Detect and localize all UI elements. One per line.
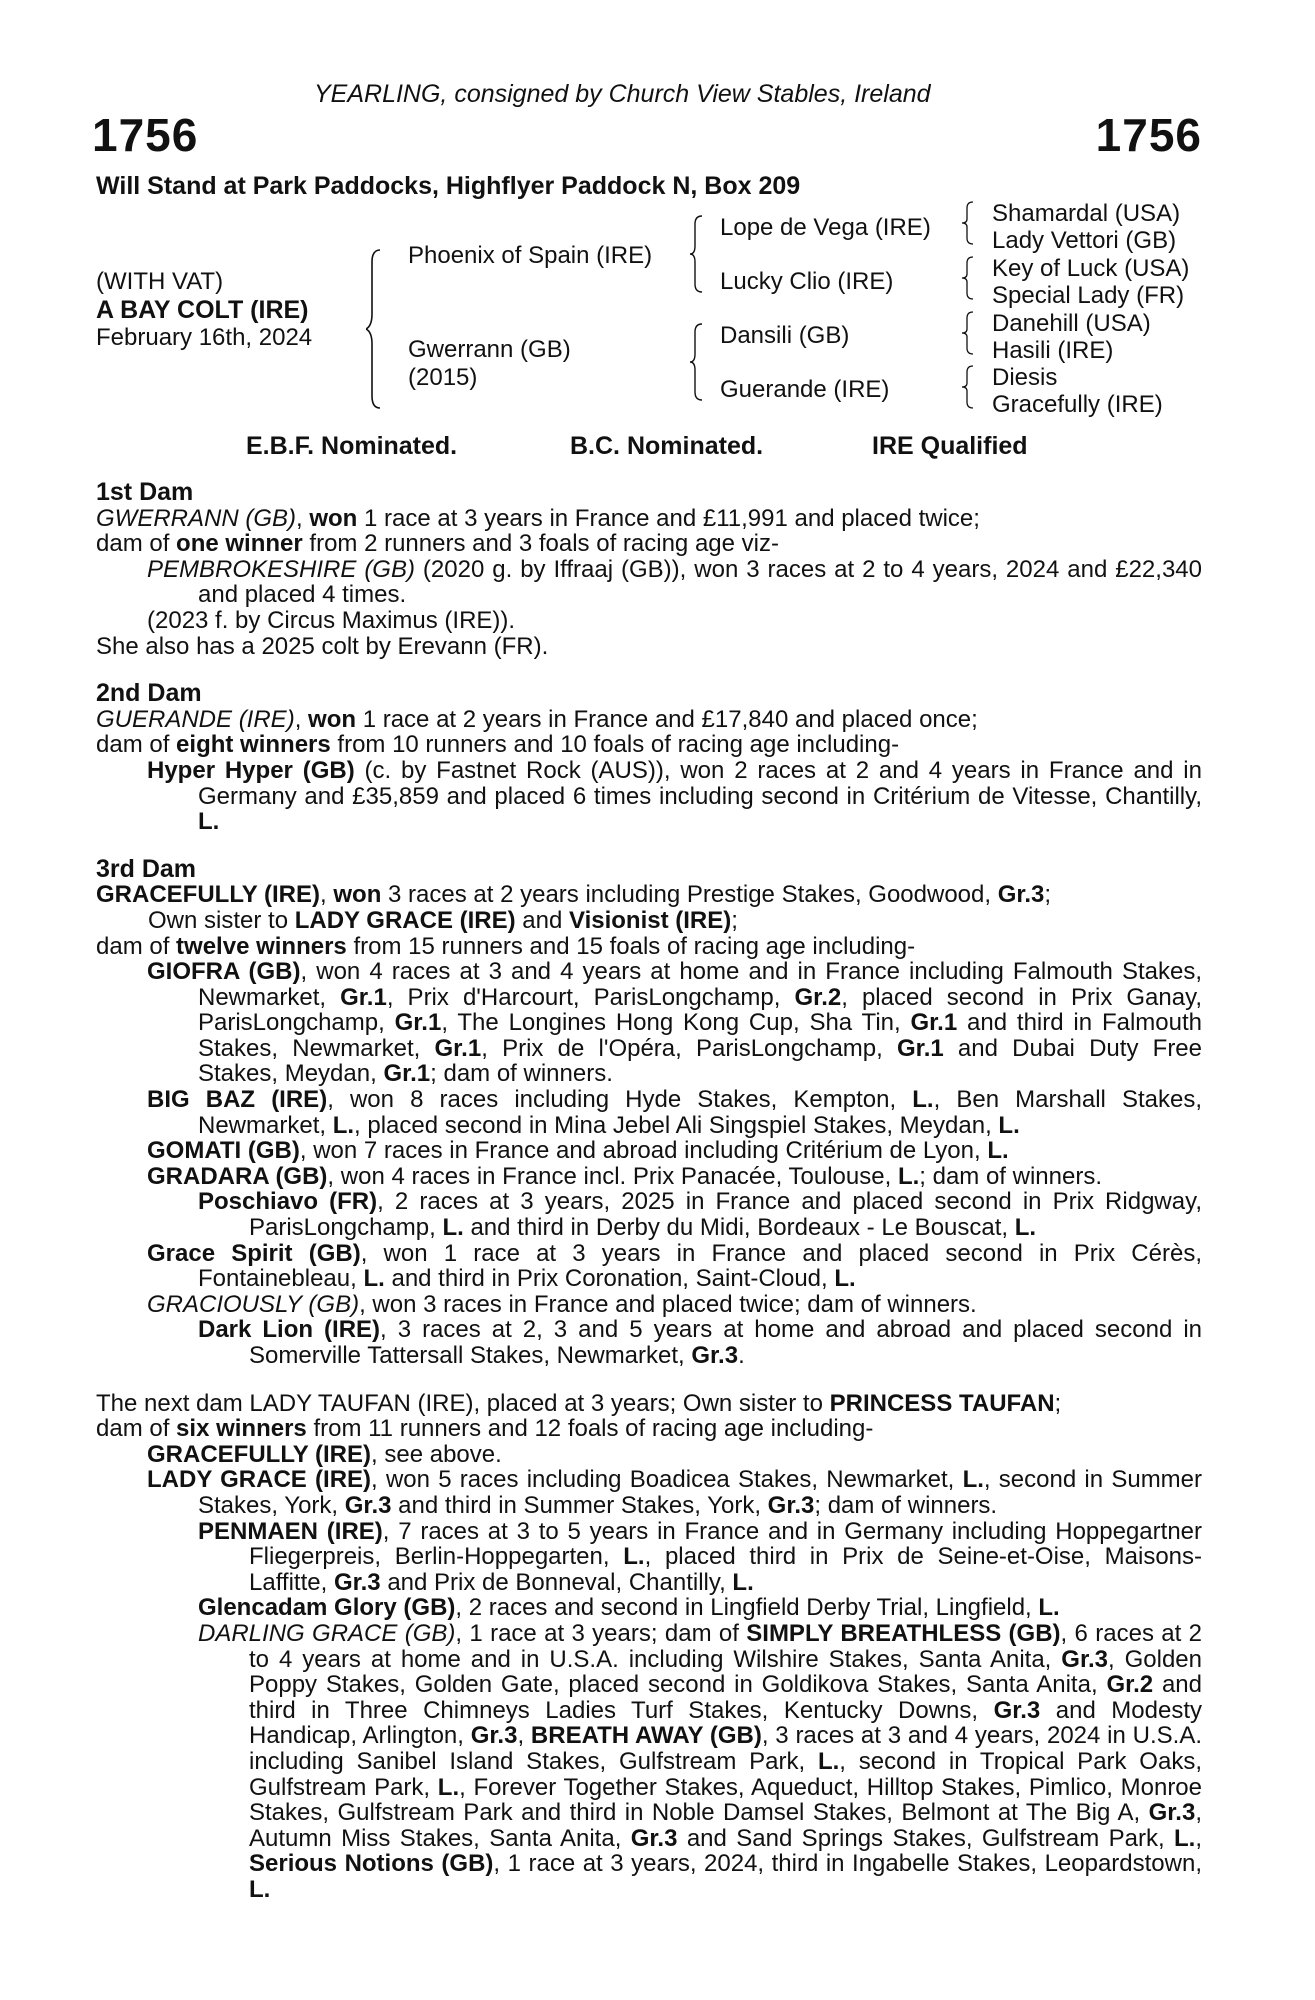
dam-name: GUERANDE (IRE) [96,705,295,733]
text: , second in Tropical Park Oaks, Gulfstream Park, [249,1747,1202,1801]
text: ; dam of winners. [430,1060,613,1088]
dam-year: (2015) [408,364,478,391]
text-bold: L. [249,1875,271,1903]
ped-dds: Diesis [992,364,1058,391]
text: , [294,705,309,733]
produce-entry [147,1292,1202,1318]
text-bold: L. [363,1265,385,1293]
text: , Prix de l'Opéra, ParisLongchamp, [481,1034,898,1062]
text-bold: won [308,705,357,733]
text: (2020 g. by Iffraaj (GB)), won 3 races at 2 to 4 years, 2024 and £22,340 and placed 4 times. [198,555,1202,609]
horse-name: A BAY COLT (IRE) [96,296,309,324]
text: , The Longines Hong Kong Cup, Sha Tin, [441,1009,911,1037]
sister-line [148,908,1202,934]
second-dam-section [96,681,1202,835]
section-title: 2nd Dam [96,679,202,708]
text-bold: L. [442,1214,464,1242]
text: , placed third in Prix de Seine-et-Oise, Maisons-Laffitte, [249,1543,1203,1596]
produce-summary [96,934,1202,960]
brace-ds [962,310,976,356]
text: , 1 race at 3 years, 2024, third in Ingabelle Stakes, Leopardstown, [493,1850,1203,1878]
text-bold: L. [962,1466,984,1494]
text-bold: Gr.3 [344,1491,392,1519]
text-bold: LADY GRACE (IRE) [294,906,516,934]
horse-name: PEMBROKESHIRE (GB) [147,555,415,583]
ire-qualified: IRE Qualified [872,432,1028,460]
text: and third in Three Chimneys Ladies Turf Stakes, Kentucky Downs, [249,1671,1202,1724]
text-bold: L. [332,1111,355,1139]
horse-name: GIOFRA (GB) [147,958,301,986]
text: dam of [96,530,177,558]
produce-entry [147,1467,1202,1518]
vat-note: (WITH VAT) [96,268,224,295]
dam-dam: Guerande (IRE) [720,376,890,403]
text: , Autumn Miss Stakes, Santa Anita, [249,1799,1202,1852]
text: , see above. [371,1440,502,1468]
text: , 3 races at 2, 3 and 5 years at home and abroad and placed second in Somerville Tattersall Stakes, Newmarket, [249,1316,1202,1369]
dam-name: Gwerrann (GB) [408,336,571,363]
first-dam-section [96,480,1202,659]
produce-entry [147,1442,1202,1468]
produce-entry [147,557,1202,608]
section-title: 3rd Dam [96,854,197,883]
text-bold: Gr.3 [470,1722,518,1750]
produce-summary [96,732,1202,758]
text: and Prix de Bonneval, Chantilly, [380,1568,733,1596]
text: Own sister to [148,906,295,934]
horse-name: GRACEFULLY (IRE) [147,1440,372,1468]
text: , 2 races at 3 years, 2025 in France and placed second in Prix Ridgway, ParisLongchamp, [249,1188,1202,1242]
text-bold: Gr.2 [794,983,842,1011]
text-bold: L. [437,1773,460,1801]
text: and Dubai Duty Free Stakes, Meydan, [198,1034,1203,1088]
text-bold: eight winners [176,731,331,759]
text-bold: L. [897,1162,920,1190]
text: ; [1044,881,1052,909]
horse-name: GRADARA (GB) [147,1162,328,1190]
text: , won 1 race at 3 years in France and placed second in Prix Cérès, Fontainebleau, [198,1239,1202,1293]
horse-name: Grace Spirit (GB) [147,1239,361,1267]
text: , 1 race at 3 years; dam of [455,1619,747,1647]
text: and third in Summer Stakes, York, [391,1491,768,1519]
text-bold: won [333,881,382,909]
text: and [515,906,570,934]
horse-name: DARLING GRACE (GB) [198,1619,456,1647]
horse-name: Serious Notions (GB) [249,1850,494,1878]
dam-name: GRACEFULLY (IRE) [96,881,321,909]
text-bold: L. [987,1137,1009,1165]
text-bold: Gr.3 [997,881,1045,909]
text: , won 4 races in France incl. Prix Panacée, Toulouse, [327,1162,898,1190]
text-bold: L. [1174,1824,1196,1852]
pedigree-brace-main [366,248,386,410]
horse-name: GOMATI (GB) [147,1137,300,1165]
text: and third in Falmouth Stakes, Newmarket, [198,1009,1202,1062]
text: from 10 runners and 10 foals of racing age including- [330,731,900,759]
dam-line [96,882,1202,908]
brace-dd [962,364,976,410]
ped-dss: Danehill (USA) [992,310,1151,337]
text: ; [731,906,738,934]
horse-name: Hyper Hyper (GB) [147,756,355,784]
text: , [517,1722,531,1750]
text: dam of [96,932,177,960]
dam-sire: Dansili (GB) [720,322,850,349]
text: from 2 runners and 3 foals of racing age viz- [302,530,779,558]
text: , Golden Poppy Stakes, Golden Gate, placed second in Goldikova Stakes, Santa Anita, [249,1645,1202,1699]
text: , won 7 races in France and abroad including Critérium de Lyon, [299,1137,988,1165]
text: , 3 races at 3 and 4 years, 2024 in U.S.A. including Sanibel Island Stakes, Gulfstream Park, [249,1722,1202,1775]
brace-ss [962,200,976,246]
text-bold: L. [912,1086,934,1114]
lot-number-right: 1756 [1095,109,1202,161]
text: , placed second in Prix Ganay, ParisLongchamp, [198,983,1202,1037]
text-bold: Gr.1 [897,1034,944,1062]
text: (2023 f. by Circus Maximus (IRE)). [147,606,516,634]
text-bold: L. [817,1747,840,1775]
produce-summary [96,531,1202,557]
sire-sire: Lope de Vega (IRE) [720,214,931,241]
produce-entry [147,1138,1202,1164]
produce-entry [147,608,1202,634]
text-bold: Gr.1 [340,983,387,1011]
text-bold: Gr.3 [767,1491,815,1519]
text: , [296,504,310,532]
sire-name: Phoenix of Spain (IRE) [408,242,653,269]
section-title: 1st Dam [96,478,194,506]
text-bold: Gr.3 [630,1824,678,1852]
text-bold: Visionist (IRE) [569,906,732,934]
text-bold: Gr.1 [910,1009,958,1037]
text: ; dam of winners. [919,1162,1103,1190]
text: from 15 runners and 15 foals of racing age including- [346,932,916,960]
text-bold: L. [623,1543,645,1571]
text: ; dam of winners. [814,1491,998,1519]
produce-entry [198,1519,1202,1596]
text-bold: L. [834,1265,856,1293]
produce-entry [198,1317,1202,1368]
catalogue-body [96,480,1202,1902]
sale-subtitle: YEARLING, consigned by Church View Stables, Ireland [314,80,931,108]
text-bold: Gr.3 [691,1342,739,1369]
ebf-nomination: E.B.F. Nominated. [246,432,458,460]
text: 1 race at 2 years in France and £17,840 and placed once; [356,705,978,733]
text: The next dam LADY TAUFAN (IRE), placed at 3 years; Own sister to [96,1389,830,1417]
brace-dam [690,322,706,402]
text: , 7 races at 3 to 5 years in France and in Germany including Hoppegartner Fliegerpreis, Berlin-Hoppegarten, [249,1517,1203,1571]
third-dam-section [96,854,1203,1369]
text: 1 race at 3 years in France and £11,991 and placed twice; [357,504,980,532]
brace-sire [690,214,706,294]
stand-location: Will Stand at Park Paddocks, Highflyer Paddock N, Box 209 [96,172,801,200]
text: and Sand Springs Stakes, Gulfstream Park, [677,1824,1175,1852]
horse-name: Poschiavo (FR) [198,1188,378,1216]
produce-entry [198,1621,1202,1903]
next-dam-section [96,1391,1202,1903]
text: (c. by Fastnet Rock (AUS)), won 2 races at 2 and 4 years in France and in Germany and £35,859 and placed 6 times including second in Critérium de Vitesse, Chantilly, [198,756,1202,810]
text: , won 5 races including Boadicea Stakes, Newmarket, [371,1466,963,1494]
ped-sdd: Special Lady (FR) [992,282,1185,309]
text-bold: Gr.3 [1148,1799,1196,1827]
text: , second in Summer Stakes, York, [198,1466,1203,1519]
produce-note: She also has a 2025 colt by Erevann (FR). [96,632,549,660]
ped-sss: Shamardal (USA) [992,200,1181,227]
text: , [1195,1824,1203,1852]
dam-line [96,707,1202,733]
text-bold: Gr.1 [394,1009,442,1037]
horse-name: LADY GRACE (IRE) [147,1466,372,1494]
text: . [738,1342,745,1369]
dam-line [96,1391,1202,1417]
horse-name: Dark Lion (IRE) [198,1316,381,1344]
text-bold: twelve winners [176,932,347,960]
text: dam of [96,1415,177,1443]
produce-entry [147,1164,1202,1190]
lot-number-left: 1756 [92,109,199,161]
text: , won 3 races in France and placed twice; dam of winners. [359,1290,977,1318]
ped-ssd: Lady Vettori (GB) [992,227,1177,254]
text-bold: Gr.1 [434,1034,482,1062]
text-bold: Gr.3 [993,1696,1041,1724]
text: ; [1054,1389,1062,1417]
text: and third in Derby du Midi, Bordeaux - Le Bouscat, [463,1214,1015,1242]
text: , Forever Together Stakes, Aqueduct, Hilltop Stakes, Pimlico, Monroe Stakes, Gulfstream Park and third in Noble Damsel Stakes, Belmont at The Big A, [249,1773,1203,1827]
text: , 2 races and second in Lingfield Derby Trial, Lingfield, [455,1594,1039,1622]
text-bold: PRINCESS TAUFAN [829,1389,1055,1417]
text-bold: L. [1038,1594,1060,1622]
text: , won 8 races including Hyde Stakes, Kempton, [327,1086,913,1114]
ped-dsd: Hasili (IRE) [992,337,1114,364]
text: , 6 races at 2 to 4 years at home and in U.S.A. including Wilshire Stakes, Santa Anita, [249,1619,1202,1673]
text: dam of [96,731,177,759]
text-bold: L. [198,808,220,836]
text: and third in Prix Coronation, Saint-Cloud, [384,1265,835,1293]
text-bold: one winner [176,530,303,558]
sire-dam: Lucky Clio (IRE) [720,268,894,295]
horse-name: PENMAEN (IRE) [198,1517,383,1545]
dam-line [96,506,1202,532]
text-bold: Gr.2 [1106,1671,1154,1699]
horse-name: GRACIOUSLY (GB) [147,1290,360,1318]
horse-name: BREATH AWAY (GB) [530,1722,762,1750]
produce-entry [147,959,1202,1087]
produce-entry [147,758,1202,835]
text-bold: Gr.3 [1061,1645,1108,1673]
text: from 11 runners and 12 foals of racing age including- [306,1415,874,1443]
produce-entry [198,1595,1202,1621]
text: and Modesty Handicap, Arlington, [249,1696,1202,1750]
bc-nomination: B.C. Nominated. [570,432,764,460]
produce-entry [198,1189,1202,1240]
text-bold: Gr.1 [383,1060,431,1088]
produce-entry [147,1241,1202,1292]
ped-ddd: Gracefully (IRE) [992,391,1163,418]
text-bold: L. [1014,1214,1037,1242]
text-bold: Gr.3 [333,1568,381,1596]
produce-entry [147,1087,1202,1138]
produce-summary [96,1416,1202,1442]
text: , Ben Marshall Stakes, Newmarket, [198,1086,1202,1139]
dam-name: GWERRANN (GB) [96,504,296,532]
text-bold: L. [732,1568,754,1596]
text-bold: L. [998,1111,1020,1139]
horse-name: Glencadam Glory (GB) [198,1594,456,1622]
horse-name: BIG BAZ (IRE) [147,1086,328,1114]
brace-sd [962,255,976,301]
text: , Prix d'Harcourt, ParisLongchamp, [386,983,795,1011]
ped-sds: Key of Luck (USA) [992,255,1190,282]
text-bold: six winners [176,1415,307,1443]
horse-name: SIMPLY BREATHLESS (GB) [746,1619,1061,1647]
text: , [320,881,334,909]
text-bold: won [309,504,358,532]
text: , placed second in Mina Jebel Ali Singspiel Stakes, Meydan, [354,1111,999,1139]
text: 3 races at 2 years including Prestige Stakes, Goodwood, [381,881,998,909]
foaling-date: February 16th, 2024 [96,324,313,351]
text: , won 4 races at 3 and 4 years at home and in France including Falmouth Stakes, Newmarket, [198,958,1202,1011]
